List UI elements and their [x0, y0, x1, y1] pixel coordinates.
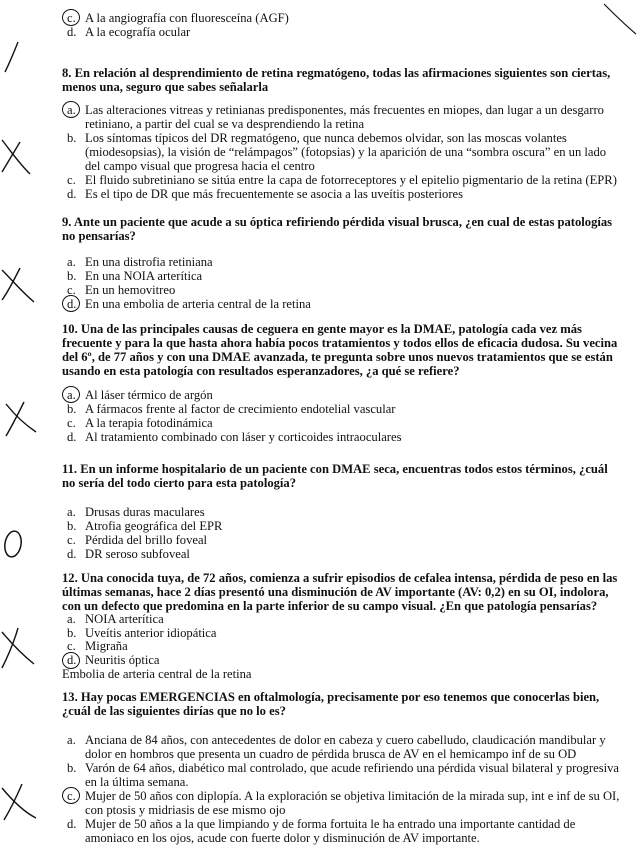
option-letter: c.: [67, 639, 76, 653]
option-text: Varón de 64 años, diabético mal controlado, que acude refiriendo una pérdida visual bilateral y progresiva en la última semana.: [85, 761, 619, 789]
option-text: Los síntomas típicos del DR regmatógeno, que nunca debemos olvidar, son las moscas volantes (miodesopsias), la visión de “relámpagos” (fotopsias) y la aparición de una “sombra oscura” en un lado del campo visual que progresa hacia el centro: [85, 131, 607, 173]
option-text: Al tratamiento combinado con láser y corticoides intraoculares: [85, 430, 402, 444]
option-text: Pérdida del brillo foveal: [85, 533, 208, 547]
q12-extra-line: Embolia de arteria central de la retina: [62, 667, 252, 681]
option-letter: a.: [67, 388, 76, 402]
option-text: En una embolia de arteria central de la retina: [85, 297, 311, 311]
option-letter: b.: [67, 269, 77, 283]
option-text: Mujer de 50 años a la que limpiando y de forma fortuita le ha entrado una importante cantidad de amoniaco en los ojos, acude con fuerte dolor y disminución de AV importante.: [85, 817, 576, 845]
option-letter: c.: [67, 173, 76, 187]
option-text: Neuritis óptica: [85, 652, 160, 667]
option-letter: b.: [67, 625, 77, 640]
x-mark: [2, 140, 30, 174]
option-text: A la angiografía con fluoresceína (AGF): [85, 11, 289, 25]
option-letter: a.: [67, 733, 76, 747]
option-text: DR seroso subfoveal: [85, 547, 190, 561]
option-letter: c.: [67, 789, 76, 803]
question-title: 10. Una de las principales causas de ceguera en gente mayor es la DMAE, patología cada vez más frecuente y para la que hasta ahora había pocos tratamientos y todos ellos de eficacia dudosa. Su vecina del 6º, de 77 años y con una DMAE avanzada, te pregunta sobre unos nuevos tratamientos que se están usando en esta patología con resultados esperanzadores, ¿a qué se refiere?: [62, 322, 618, 378]
question-title: 11. En un informe hospitalario de un paciente con DMAE seca, encuentras todos estos términos, ¿cuál no sería del todo cierto para esta patología?: [62, 462, 608, 490]
x-mark: [2, 268, 34, 302]
option-letter: d.: [67, 25, 77, 39]
option-letter: d.: [67, 817, 77, 831]
option-letter: d.: [67, 652, 77, 667]
option-text: Anciana de 84 años, con antecedentes de dolor en cabeza y cuero cabelludo, claudicación mandibular y dolor en hombros que presenta un cuadro de pérdida brusca de AV en el hemicampo inf de su OD: [85, 733, 606, 761]
x-mark: [2, 628, 34, 668]
option-letter: d.: [67, 430, 77, 444]
option-letter: a.: [67, 103, 76, 117]
question-title: 13. Hay pocas EMERGENCIAS en oftalmología, precisamente por eso tenemos que conocerlas bien, ¿cuál de las siguientes dirías que no lo es?: [62, 690, 600, 718]
option-letter: d.: [67, 547, 77, 561]
option-text: El fluido subretiniano se sitúa entre la capa de fotorreceptores y el epitelio pigmentario de la retina (EPR): [85, 173, 617, 187]
question-title: 9. Ante un paciente que acude a su óptica refiriendo pérdida visual brusca, ¿en cual de estas patologías no pensarías?: [62, 215, 613, 243]
option-letter: c.: [67, 283, 76, 297]
option-text: En un hemovitreo: [85, 283, 176, 297]
option-text: A fármacos frente al factor de crecimiento endotelial vascular: [85, 402, 396, 416]
option-letter: b.: [67, 131, 77, 145]
option-letter: b.: [67, 761, 77, 775]
option-letter: c.: [67, 533, 76, 547]
option-text: Uveítis anterior idiopática: [85, 625, 217, 640]
option-letter: c.: [67, 11, 76, 25]
option-letter: d.: [67, 297, 77, 311]
option-text: Las alteraciones vitreas y retinianas predisponentes, más frecuentes en miopes, dan lugar a un desgarro retiniano, a partir del cual se va desprendiendo la retina: [85, 103, 604, 131]
option-text: Atrofia geográfica del EPR: [85, 519, 223, 533]
option-letter: d.: [67, 187, 77, 201]
option-letter: a.: [67, 612, 76, 626]
question-title: 12. Una conocida tuya, de 72 años, comienza a sufrir episodios de cefalea intensa, pérdida de peso en las últimas semanas, hace 2 días presentó una disminución de AV importante (AV: 0,2) en su OI, indolora, con un defecto que predomina en la parte inferior de su campo visual. ¿En que patología pensarías?: [62, 571, 618, 613]
option-text: NOIA arterítica: [85, 612, 164, 626]
option-text: Es el tipo de DR que más frecuentemente se asocia a las uveítis posteriores: [85, 187, 464, 201]
option-text: En una distrofia retiniana: [85, 255, 213, 269]
option-text: En una NOIA arterítica: [85, 269, 203, 283]
option-text: Al láser térmico de argón: [85, 388, 213, 402]
option-letter: a.: [67, 255, 76, 269]
option-letter: a.: [67, 505, 76, 519]
question-title: 8. En relación al desprendimiento de retina regmatógeno, todas las afirmaciones siguientes son ciertas, menos una, seguro que sabes señalarla: [62, 66, 611, 94]
x-mark: [2, 784, 36, 820]
option-text: Mujer de 50 años con diplopía. A la exploración se objetiva limitación de la mirada sup, int e inf de su OI, con ptosis y midriasis de ese mismo ojo: [85, 789, 620, 817]
option-letter: b.: [67, 519, 77, 533]
slash-mark: [5, 42, 18, 72]
option-text: A la ecografía ocular: [85, 25, 191, 39]
option-text: A la terapia fotodinámica: [85, 416, 213, 430]
circle-mark: [3, 530, 23, 558]
option-text: Migraña: [85, 639, 128, 653]
option-text: Drusas duras maculares: [85, 505, 205, 519]
option-letter: b.: [67, 402, 77, 416]
slash-mark: [604, 4, 636, 34]
option-letter: c.: [67, 416, 76, 430]
x-mark: [6, 402, 36, 436]
